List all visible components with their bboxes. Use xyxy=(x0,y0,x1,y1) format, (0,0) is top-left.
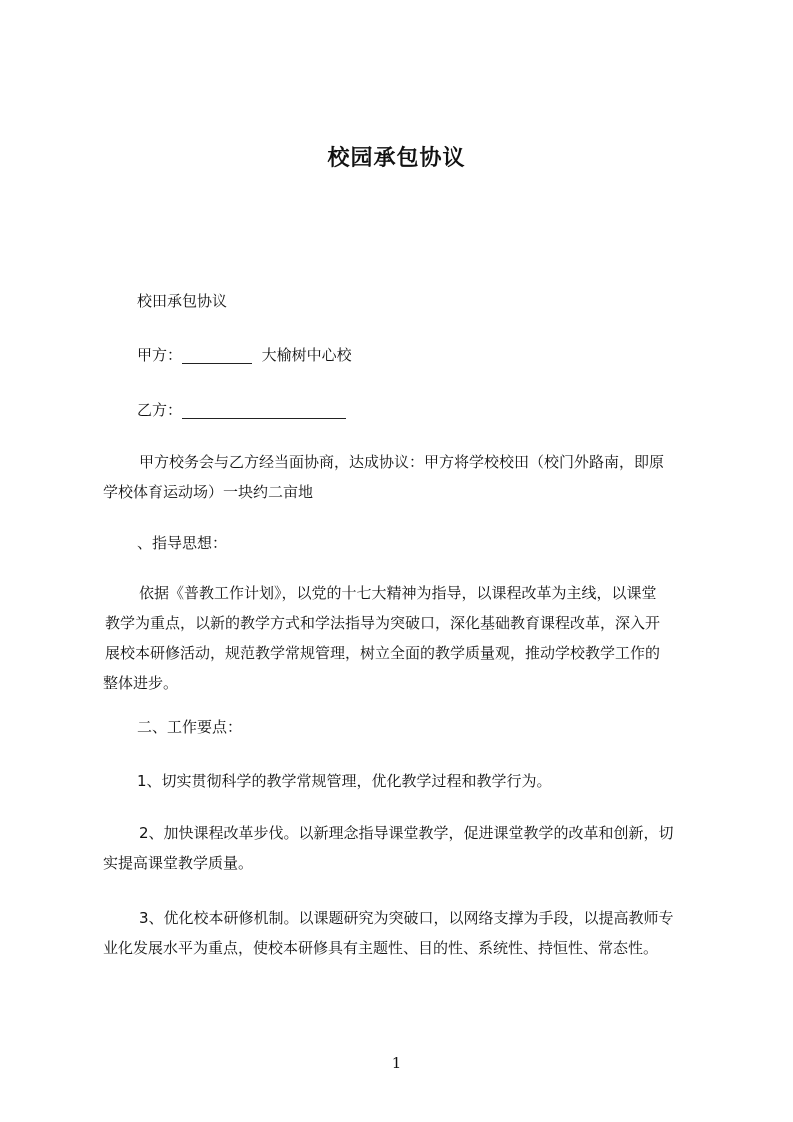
page-number: 1 xyxy=(391,1054,402,1072)
intro-line: 学校体育运动场）一块约二亩地 xyxy=(103,483,314,501)
party-b-line xyxy=(103,395,715,425)
section1-line: 教学为重点，以新的教学方式和学法指导为突破口，深化基础教育课程改革，深入开 xyxy=(105,614,661,632)
party-b-label: 乙方： xyxy=(137,401,183,419)
party-a-blank xyxy=(182,345,252,364)
section1-line: 展校本研修活动，规范教学常规管理，树立全面的教学质量观，推动学校教学工作的 xyxy=(105,644,661,662)
point-line: 2、加快课程改革步伐。以新理念指导课堂教学，促进课堂教学的改革和创新，切 xyxy=(139,824,674,842)
page-title: 校园承包协议 xyxy=(327,146,466,171)
section1-line: 依据《普教工作计划》，以党的十七大精神为指导，以课程改革为主线，以课堂 xyxy=(139,584,657,602)
point-line: 实提高课堂教学质量。 xyxy=(103,854,254,872)
party-a-label: 甲方： xyxy=(137,346,183,364)
point-line: 3、优化校本研修机制。以课题研究为突破口，以网络支撑为手段，以提高教师专 xyxy=(139,909,674,927)
point2-paragraph xyxy=(103,818,715,878)
party-a-name: 大榆树中心校 xyxy=(261,346,352,364)
intro-line: 甲方校务会与乙方经当面协商，达成协议：甲方将学校校田（校门外路南，即原 xyxy=(139,453,665,471)
point3-paragraph xyxy=(103,903,715,963)
intro-paragraph xyxy=(103,447,715,507)
party-a-line xyxy=(103,340,715,370)
point1-paragraph xyxy=(103,766,715,796)
section1-line: 整体进步。 xyxy=(103,674,179,692)
section-heading-text: 二、工作要点： xyxy=(137,718,243,736)
section2-heading xyxy=(103,712,715,742)
point-line: 1、切实贯彻科学的教学常规管理，优化教学过程和教学行为。 xyxy=(137,772,552,790)
party-b-blank xyxy=(182,400,346,419)
point-line: 业化发展水平为重点，使校本研修具有主题性、目的性、系统性、持恒性、常态性。 xyxy=(103,939,659,957)
section1-heading xyxy=(103,528,715,558)
section-heading-text: 、指导思想： xyxy=(137,534,228,552)
section1-paragraph xyxy=(103,578,715,698)
subtitle-text: 校田承包协议 xyxy=(137,292,228,310)
subtitle-paragraph xyxy=(103,286,715,316)
